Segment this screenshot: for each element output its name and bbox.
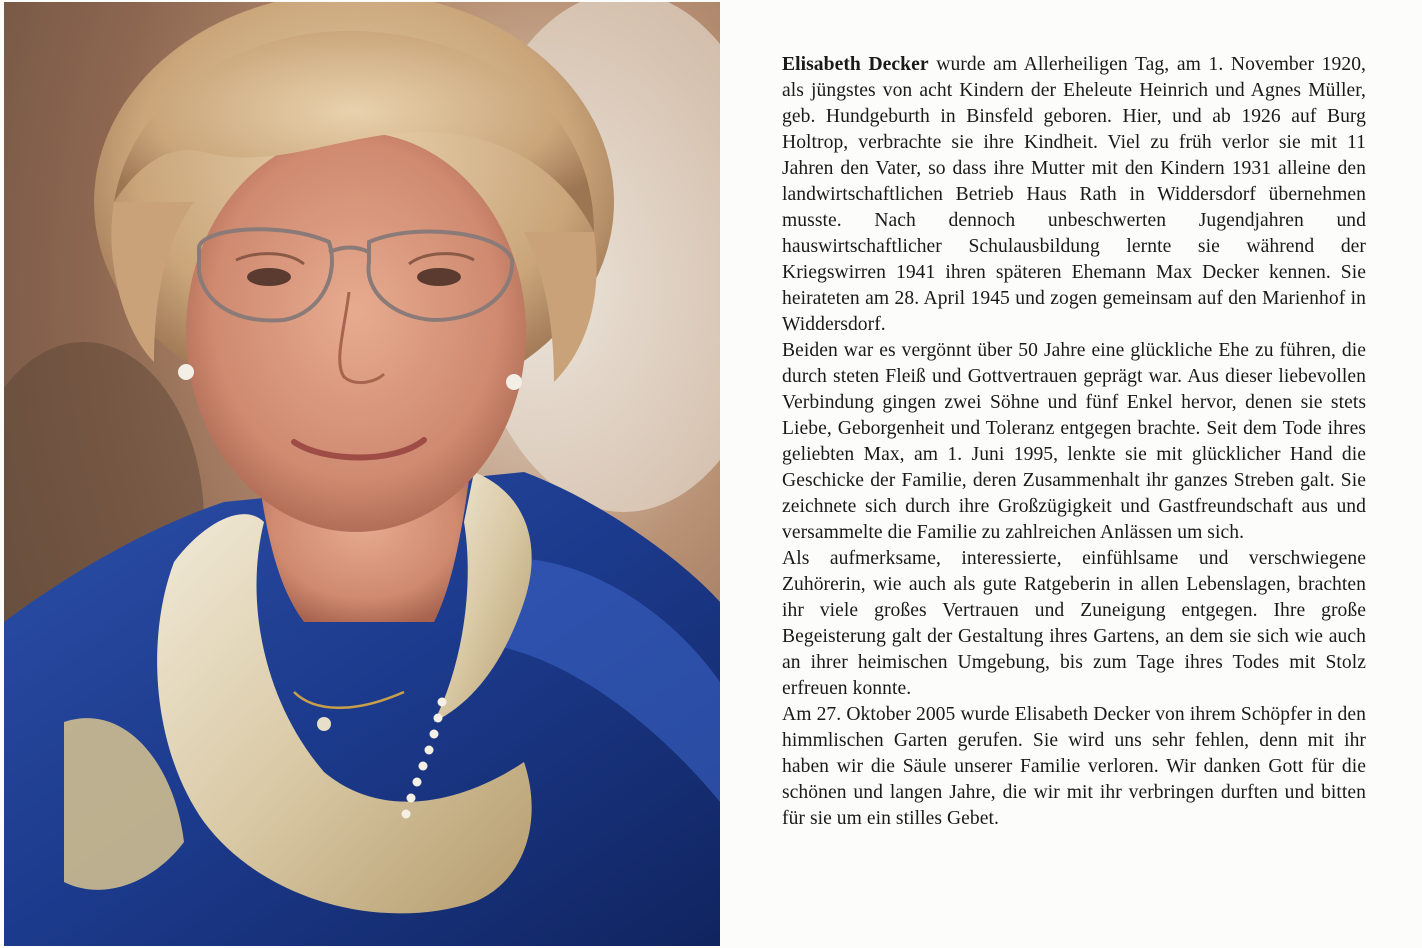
obituary-paragraph-2: Beiden war es vergönnt über 50 Jahre eine glückliche Ehe zu führen, die durch steten Fleiß und Gottvertrauen geprägt war. Aus dieser liebevollen Verbindung gingen zwei Söhne und fünf Enkel hervor, denen sie stets Liebe, Geborgenheit und Toleranz entgegen brachte. Seit dem Tode ihres geliebten Max, am 1. Juni 1995, lenkte sie mit glücklicher Hand die Geschicke der Familie, deren Zusammenhalt ihr ganzes Streben galt. Sie zeichnete sich durch ihre Großzügigkeit und Gastfreundschaft aus und versammelte die Familie zu zahlreichen Anlässen um sich. bbox=[782, 340, 1366, 543]
obituary-paragraph-4: Am 27. Oktober 2005 wurde Elisabeth Decker von ihrem Schöpfer in den himmlischen Garten gerufen. Sie wird uns sehr fehlen, denn mit ihr haben wir die Säule unserer Familie verloren. Wir danken Gott für die schönen und langen Jahre, die wir mit ihr verbringen durften und bitten für sie um ein stilles Gebet. bbox=[782, 704, 1366, 829]
obituary-paragraph-3: Als aufmerksame, interessierte, einfühlsame und verschwiegene Zuhörerin, wie auch als gute Ratgeberin in allen Lebenslagen, brachten ihr viele großes Vertrauen und Zuneigung entgegen. Ihre große Begeisterung galt der Gestaltung ihres Gartens, an dem sie sich wie auch an ihrer heimischen Umgebung, bis zum Tage ihres Todes mit Stolz erfreuen konnte. bbox=[782, 548, 1366, 699]
deceased-name: Elisabeth Decker bbox=[782, 54, 929, 75]
obituary-text bbox=[782, 52, 1366, 832]
portrait-illustration bbox=[4, 2, 720, 946]
portrait-photo bbox=[4, 2, 720, 946]
paragraph-1-text: wurde am Allerheiligen Tag, am 1. November 1920, als jüngstes von acht Kindern der Eheleute Heinrich und Agnes Müller, geb. Hundgeburth in Binsfeld geboren. Hier, und ab 1926 auf Burg Holtrop, verbrachte sie ihre Kindheit. Viel zu früh verlor sie mit 11 Jahren den Vater, so dass ihre Mutter mit den Kindern 1931 alleine den landwirtschaftlichen Betrieb Haus Rath in Widdersdorf übernehmen musste. Nach dennoch unbeschwerten Jugendjahren und hauswirtschaftlicher Schulausbildung lernte sie während der Kriegswirren 1941 ihren späteren Ehemann Max Decker kennen. Sie heirateten am 28. April 1945 und zogen gemeinsam auf den Marienhof in Widdersdorf. bbox=[782, 54, 1366, 335]
obituary-paragraph-1 bbox=[782, 52, 1366, 338]
